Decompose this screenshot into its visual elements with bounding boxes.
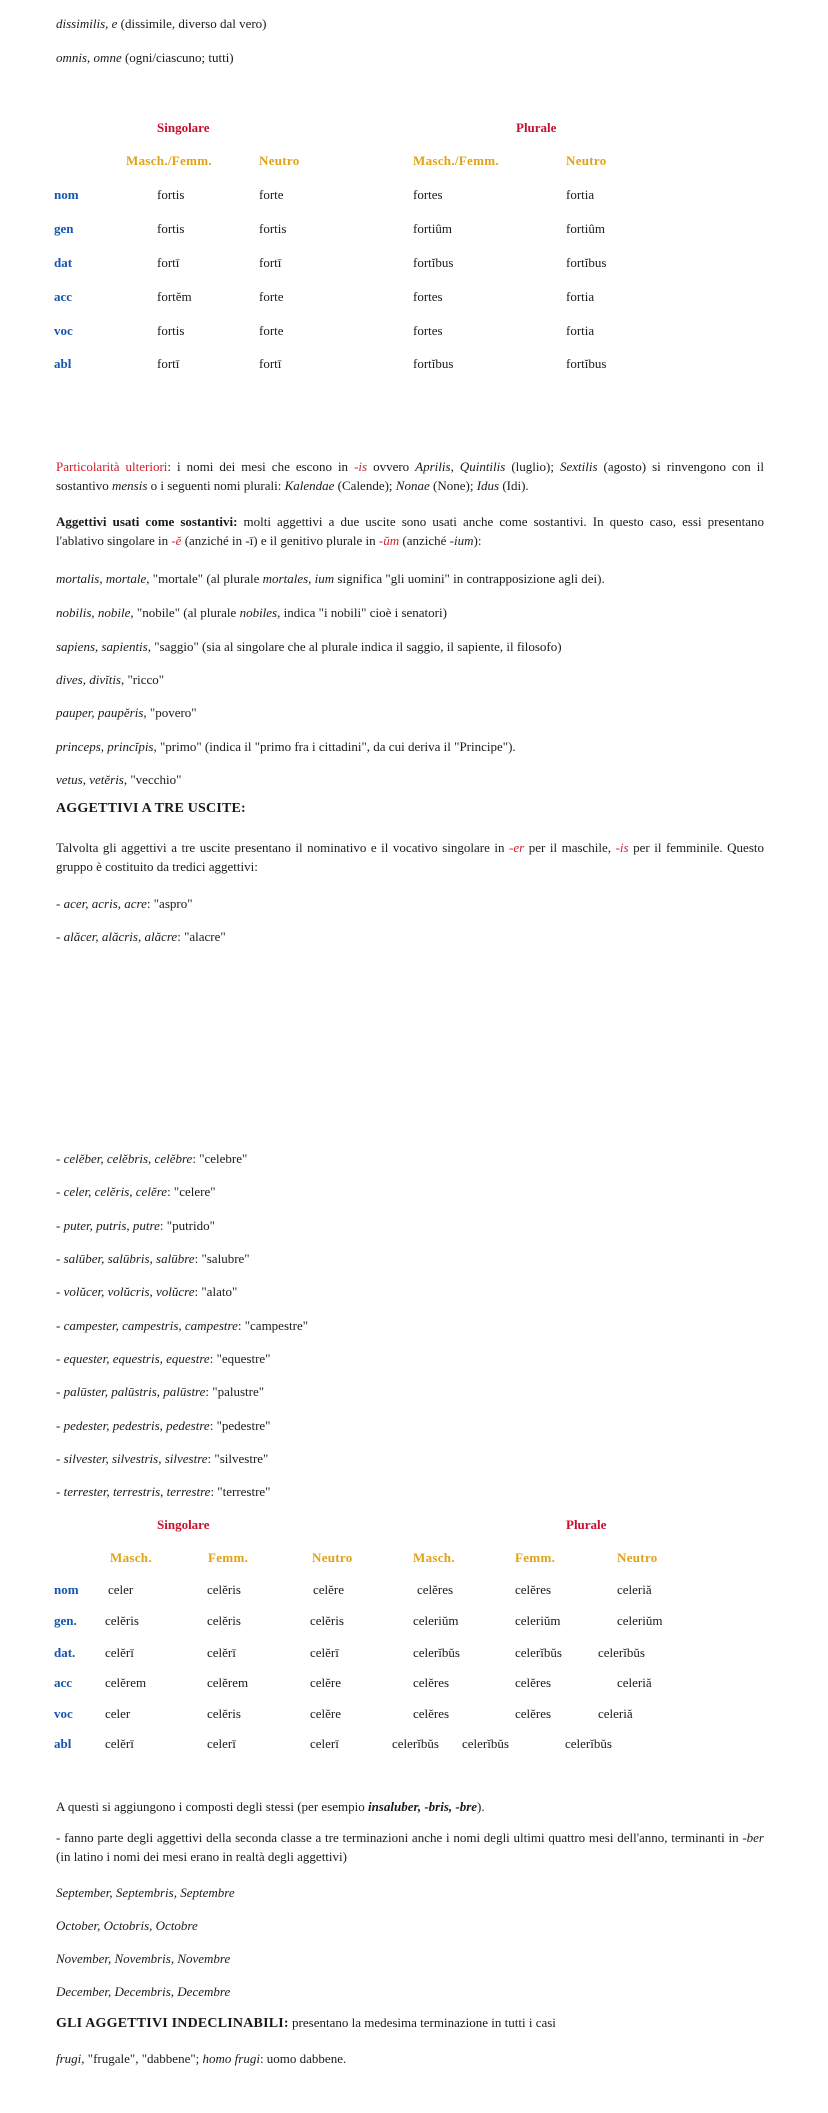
intro-line-dissimilis	[56, 16, 267, 32]
gloss: : "celere"	[167, 1184, 216, 1199]
table-cell: fortĭbus	[413, 255, 454, 270]
group-header-singolare: Singolare	[157, 120, 210, 135]
suffix: -er	[509, 840, 525, 855]
text: , "povero"	[143, 705, 197, 720]
table-cell: celĕres	[515, 1706, 552, 1721]
col-header: Masch./Femm.	[126, 153, 212, 168]
table-cell: fortī	[157, 255, 180, 270]
suffix: -ber	[742, 1830, 764, 1845]
text: ovvero	[367, 459, 416, 474]
suffix: -ĕ	[171, 533, 182, 548]
latin-lemma: campester, campestris, campestre	[63, 1318, 238, 1333]
col-header: Neutro	[566, 153, 607, 168]
table-cell: fortes	[413, 323, 443, 338]
table-cell: celĕris	[310, 1613, 344, 1628]
example-line	[56, 571, 605, 587]
table-cell: fortia	[566, 289, 595, 304]
text: A questi si aggiungono i composti degli stessi (per esempio	[56, 1799, 368, 1814]
table-cell: fortĕm	[157, 289, 192, 304]
table-cell: celerī	[310, 1736, 339, 1751]
latin-term: Sextilis	[559, 459, 598, 474]
table-cell: fortes	[413, 289, 443, 304]
latin-term: Kalendae	[284, 478, 335, 493]
table-cell: celer	[108, 1582, 134, 1597]
table-cell: celĕres	[515, 1582, 552, 1597]
example-frugi	[56, 2051, 346, 2067]
table-cell: celĕres	[417, 1582, 454, 1597]
latin-lemma: volŭcer, volŭcris, volŭcre	[63, 1284, 195, 1299]
table-cell: fortĭbus	[566, 356, 607, 371]
table-cell: fortī	[157, 356, 180, 371]
list-item: - terrester, terrestris, terrestre: "terrestre"	[56, 1484, 271, 1499]
list-item: - silvester, silvestris, silvestre: "silvestre"	[56, 1451, 269, 1466]
list-item: - alăcer, alăcris, alăcre: "alacre"	[56, 929, 226, 944]
paragraph-composti	[56, 1799, 485, 1815]
text: : uomo dabbene.	[259, 2051, 347, 2066]
table-cell: celeriŭm	[515, 1613, 561, 1628]
list-item: - acer, acris, acre: "aspro"	[56, 896, 193, 911]
text: , "ricco"	[121, 672, 165, 687]
table-cell: celĕrī	[105, 1736, 134, 1751]
list-item: - palūster, palūstris, palūstre: "palustre"	[56, 1384, 265, 1399]
paragraph-indeclinabili	[56, 2015, 556, 2032]
latin-lemma: nobilis, nobile	[56, 605, 131, 620]
table-cell: fortiûm	[413, 221, 452, 236]
table-cell: celer	[105, 1706, 131, 1721]
table-cell: celeriă	[617, 1675, 652, 1690]
case-label: dat.	[54, 1645, 76, 1660]
table-cell: celerĭbŭs	[392, 1736, 439, 1751]
latin-lemma: mortales, ium	[262, 571, 335, 586]
table-cell: celĕrī	[207, 1645, 236, 1660]
latin-lemma: equester, equestris, equestre	[63, 1351, 210, 1366]
latin-lemma: homo frugi	[202, 2051, 260, 2066]
gloss: : "alato"	[194, 1284, 238, 1299]
table-cell: celerĭbŭs	[515, 1645, 562, 1660]
table-cell: celĕres	[413, 1675, 450, 1690]
gloss: : "campestre"	[237, 1318, 309, 1333]
table-cell: celĕrem	[207, 1675, 249, 1690]
table-cell: fortia	[566, 323, 595, 338]
table-cell: celeriă	[617, 1582, 652, 1597]
text: (agosto) si rinvengono con il sostantivo	[56, 459, 764, 493]
gloss: : "palustre"	[205, 1384, 265, 1399]
table-cell: celerĭbŭs	[565, 1736, 612, 1751]
table-cell: celerī	[207, 1736, 236, 1751]
latin-lemma: palūster, palūstris, palūstre	[63, 1384, 206, 1399]
text: (Idi).	[499, 478, 529, 493]
table-cell: forte	[259, 289, 284, 304]
table-cell: celĕre	[310, 1706, 342, 1721]
section-heading: GLI AGGETTIVI INDECLINABILI:	[56, 2016, 289, 2031]
table-cell: fortes	[413, 187, 443, 202]
text: , "saggio" (sia al singolare che al plurale indica il saggio, il sapiente, il filosofo)	[147, 639, 562, 654]
latin-lemma: sapiens, sapientis	[56, 639, 148, 654]
month-line: September, Septembris, Septembre	[56, 1885, 235, 1900]
table-cell: celĕre	[310, 1675, 342, 1690]
month-line: December, Decembris, Decembre	[56, 1984, 231, 1999]
case-label: abl	[54, 356, 72, 371]
example-line	[56, 705, 197, 721]
table-cell: fortia	[566, 187, 595, 202]
text: (in latino i nomi dei mesi erano in realtà degli aggettivi)	[56, 1849, 347, 1864]
section-label: Particolarità ulteriori	[56, 459, 168, 474]
latin-lemma: pedester, pedestris, pedestre	[63, 1418, 210, 1433]
table-cell: celĕris	[207, 1613, 241, 1628]
gloss: : "aspro"	[146, 896, 193, 911]
text: molti aggettivi a due uscite sono usati anche come sostantivi. In questo caso, essi presentano l'ablativo singolare in	[56, 514, 764, 548]
gloss: : "equestre"	[209, 1351, 271, 1366]
text: per il maschile,	[524, 840, 616, 855]
list-item: - campester, campestris, campestre: "campestre"	[56, 1318, 309, 1333]
list-item: - equester, equestris, equestre: "equestre"	[56, 1351, 271, 1366]
table-cell: fortī	[259, 356, 282, 371]
text: (anziché	[399, 533, 450, 548]
latin-lemma: silvester, silvestris, silvestre	[63, 1451, 208, 1466]
paragraph-mesi	[56, 1828, 764, 1866]
gloss: : "pedestre"	[209, 1418, 271, 1433]
table-cell: celerĭbŭs	[598, 1645, 645, 1660]
list-item: - volŭcer, volŭcris, volŭcre: "alato"	[56, 1284, 238, 1299]
table-cell: fortĭbus	[413, 356, 454, 371]
case-label: acc	[54, 289, 73, 304]
paragraph-particolarita	[56, 457, 764, 495]
table-cell: celĕres	[515, 1675, 552, 1690]
list-item: - salūber, salūbris, salūbre: "salubre"	[56, 1251, 250, 1266]
text: : i nomi dei mesi che escono in	[167, 459, 355, 474]
latin-lemma: salūber, salūbris, salūbre	[63, 1251, 195, 1266]
latin-lemma: princeps, princĭpis	[56, 739, 154, 754]
gloss: : "putrido"	[159, 1218, 215, 1233]
table-cell: celĕre	[313, 1582, 345, 1597]
example-line	[56, 772, 181, 788]
table-cell: celerĭbŭs	[462, 1736, 509, 1751]
gloss: (ogni/ciascuno; tutti)	[121, 50, 234, 65]
latin-lemma: dissimilis, e	[56, 16, 118, 31]
latin-lemma: dives, divĭtis	[56, 672, 121, 687]
text: , "nobile" (al plurale	[130, 605, 240, 620]
table-cell: forte	[259, 187, 284, 202]
text: , "vecchio"	[123, 772, 182, 787]
col-header: Femm.	[515, 1550, 556, 1565]
suffix: -ium	[449, 533, 474, 548]
suffix: -is	[615, 840, 629, 855]
gloss: : "silvestre"	[207, 1451, 269, 1466]
case-label: abl	[54, 1736, 72, 1751]
text: , "primo" (indica il "primo fra i cittadini", da cui deriva il "Principe").	[153, 739, 516, 754]
case-label: dat	[54, 255, 73, 270]
list-item: - puter, putris, putre: "putrido"	[56, 1218, 215, 1233]
col-header: Masch.	[413, 1550, 455, 1565]
intro-line-omnis	[56, 50, 234, 66]
latin-lemma: puter, putris, putre	[63, 1218, 160, 1233]
col-header: Neutro	[312, 1550, 353, 1565]
latin-lemma: acer, acris, acre	[63, 896, 147, 911]
case-label: voc	[54, 323, 73, 338]
case-label: acc	[54, 1675, 73, 1690]
latin-term: insaluber, -bris, -bre	[367, 1799, 478, 1814]
group-header-plurale: Plurale	[566, 1517, 607, 1532]
example-line	[56, 739, 516, 755]
group-header-plurale: Plurale	[516, 120, 557, 135]
list-item: - celer, celĕris, celĕre: "celere"	[56, 1184, 216, 1199]
latin-lemma: alăcer, alăcris, alăcre	[63, 929, 178, 944]
example-line	[56, 672, 164, 688]
gloss: : "celebre"	[192, 1151, 248, 1166]
group-header-singolare: Singolare	[157, 1517, 210, 1532]
latin-term: Idus	[476, 478, 500, 493]
latin-lemma: terrester, terrestris, terrestre	[63, 1484, 211, 1499]
table-cell: celeriŭm	[413, 1613, 459, 1628]
latin-lemma: celer, celĕris, celĕre	[63, 1184, 168, 1199]
case-label: nom	[54, 1582, 79, 1597]
list-item: - pedester, pedestris, pedestre: "pedestre"	[56, 1418, 271, 1433]
text: o i seguenti nomi plurali:	[147, 478, 285, 493]
text: ):	[473, 533, 482, 548]
table-cell: fortis	[259, 221, 287, 236]
gloss: (dissimile, diverso dal vero)	[117, 16, 267, 31]
latin-lemma: nobiles	[239, 605, 278, 620]
col-header: Neutro	[617, 1550, 658, 1565]
table-cell: celĕrī	[310, 1645, 339, 1660]
text: per il femminile. Questo gruppo è costituito da tredici aggettivi:	[56, 840, 764, 874]
table-cell: fortī	[259, 255, 282, 270]
latin-lemma: omnis, omne	[56, 50, 122, 65]
table-cell: celĕrem	[105, 1675, 147, 1690]
gloss: : "salubre"	[194, 1251, 250, 1266]
text: , "mortale" (al plurale	[146, 571, 263, 586]
table-cell: fortĭbus	[566, 255, 607, 270]
suffix: -is	[354, 459, 368, 474]
latin-lemma: vetus, vetĕris	[56, 772, 124, 787]
text: (None);	[429, 478, 477, 493]
latin-lemma: frugi	[56, 2051, 82, 2066]
list-item: - celĕber, celĕbris, celĕbre: "celebre"	[56, 1151, 248, 1166]
text: significa "gli uomini" in contrapposizione agli dei).	[334, 571, 605, 586]
table-cell: celĕrī	[105, 1645, 134, 1660]
col-header: Femm.	[208, 1550, 249, 1565]
table-cell: celĕris	[105, 1613, 139, 1628]
table-cell: celĕres	[413, 1706, 450, 1721]
case-label: gen	[54, 221, 74, 236]
paragraph-sostantivi	[56, 512, 764, 550]
table-cell: forte	[259, 323, 284, 338]
text: (anziché in -ī) e il genitivo plurale in	[181, 533, 379, 548]
example-line	[56, 639, 562, 655]
text: ).	[477, 1799, 485, 1814]
latin-lemma: pauper, paupĕris	[56, 705, 144, 720]
text: - fanno parte degli aggettivi della seconda classe a tre terminazioni anche i nomi degli ultimi quattro mesi dell'anno, terminanti in	[56, 1830, 743, 1845]
example-line	[56, 605, 447, 621]
case-label: nom	[54, 187, 79, 202]
case-label: gen.	[54, 1613, 77, 1628]
section-heading: Aggettivi usati come sostantivi:	[56, 514, 238, 529]
table-cell: celeriŭm	[617, 1613, 663, 1628]
table-cell: celeriă	[598, 1706, 633, 1721]
text: , "frugale", "dabbene";	[81, 2051, 203, 2066]
latin-term: Aprilis, Quintilis	[415, 459, 506, 474]
latin-lemma: celĕber, celĕbris, celĕbre	[63, 1151, 193, 1166]
case-label: voc	[54, 1706, 73, 1721]
text: , indica "i nobili" cioè i senatori)	[277, 605, 447, 620]
latin-term: Nonae	[395, 478, 430, 493]
latin-lemma: mortalis, mortale	[56, 571, 147, 586]
col-header: Masch./Femm.	[413, 153, 499, 168]
gloss: : "alacre"	[177, 929, 226, 944]
suffix: -ŭm	[378, 533, 400, 548]
text: Talvolta gli aggettivi a tre uscite presentano il nominativo e il vocativo singolare in	[56, 840, 510, 855]
month-line: October, Octobris, Octobre	[56, 1918, 198, 1933]
table-cell: fortiûm	[566, 221, 605, 236]
month-line: November, Novembris, Novembre	[56, 1951, 231, 1966]
table-cell: fortis	[157, 221, 185, 236]
table-cell: fortis	[157, 187, 185, 202]
text: (luglio);	[505, 459, 560, 474]
section-heading-tre-uscite: AGGETTIVI A TRE USCITE:	[56, 801, 246, 816]
gloss: : "terrestre"	[210, 1484, 271, 1499]
text: presentano la medesima terminazione in tutti i casi	[288, 2015, 556, 2030]
latin-term: mensis	[111, 478, 148, 493]
col-header: Masch.	[110, 1550, 152, 1565]
table-cell: celerĭbŭs	[413, 1645, 460, 1660]
text: (Calende);	[334, 478, 396, 493]
table-cell: fortis	[157, 323, 185, 338]
paragraph-tre-uscite	[56, 838, 764, 876]
table-cell: celĕris	[207, 1706, 241, 1721]
table-cell: celĕris	[207, 1582, 241, 1597]
col-header: Neutro	[259, 153, 300, 168]
